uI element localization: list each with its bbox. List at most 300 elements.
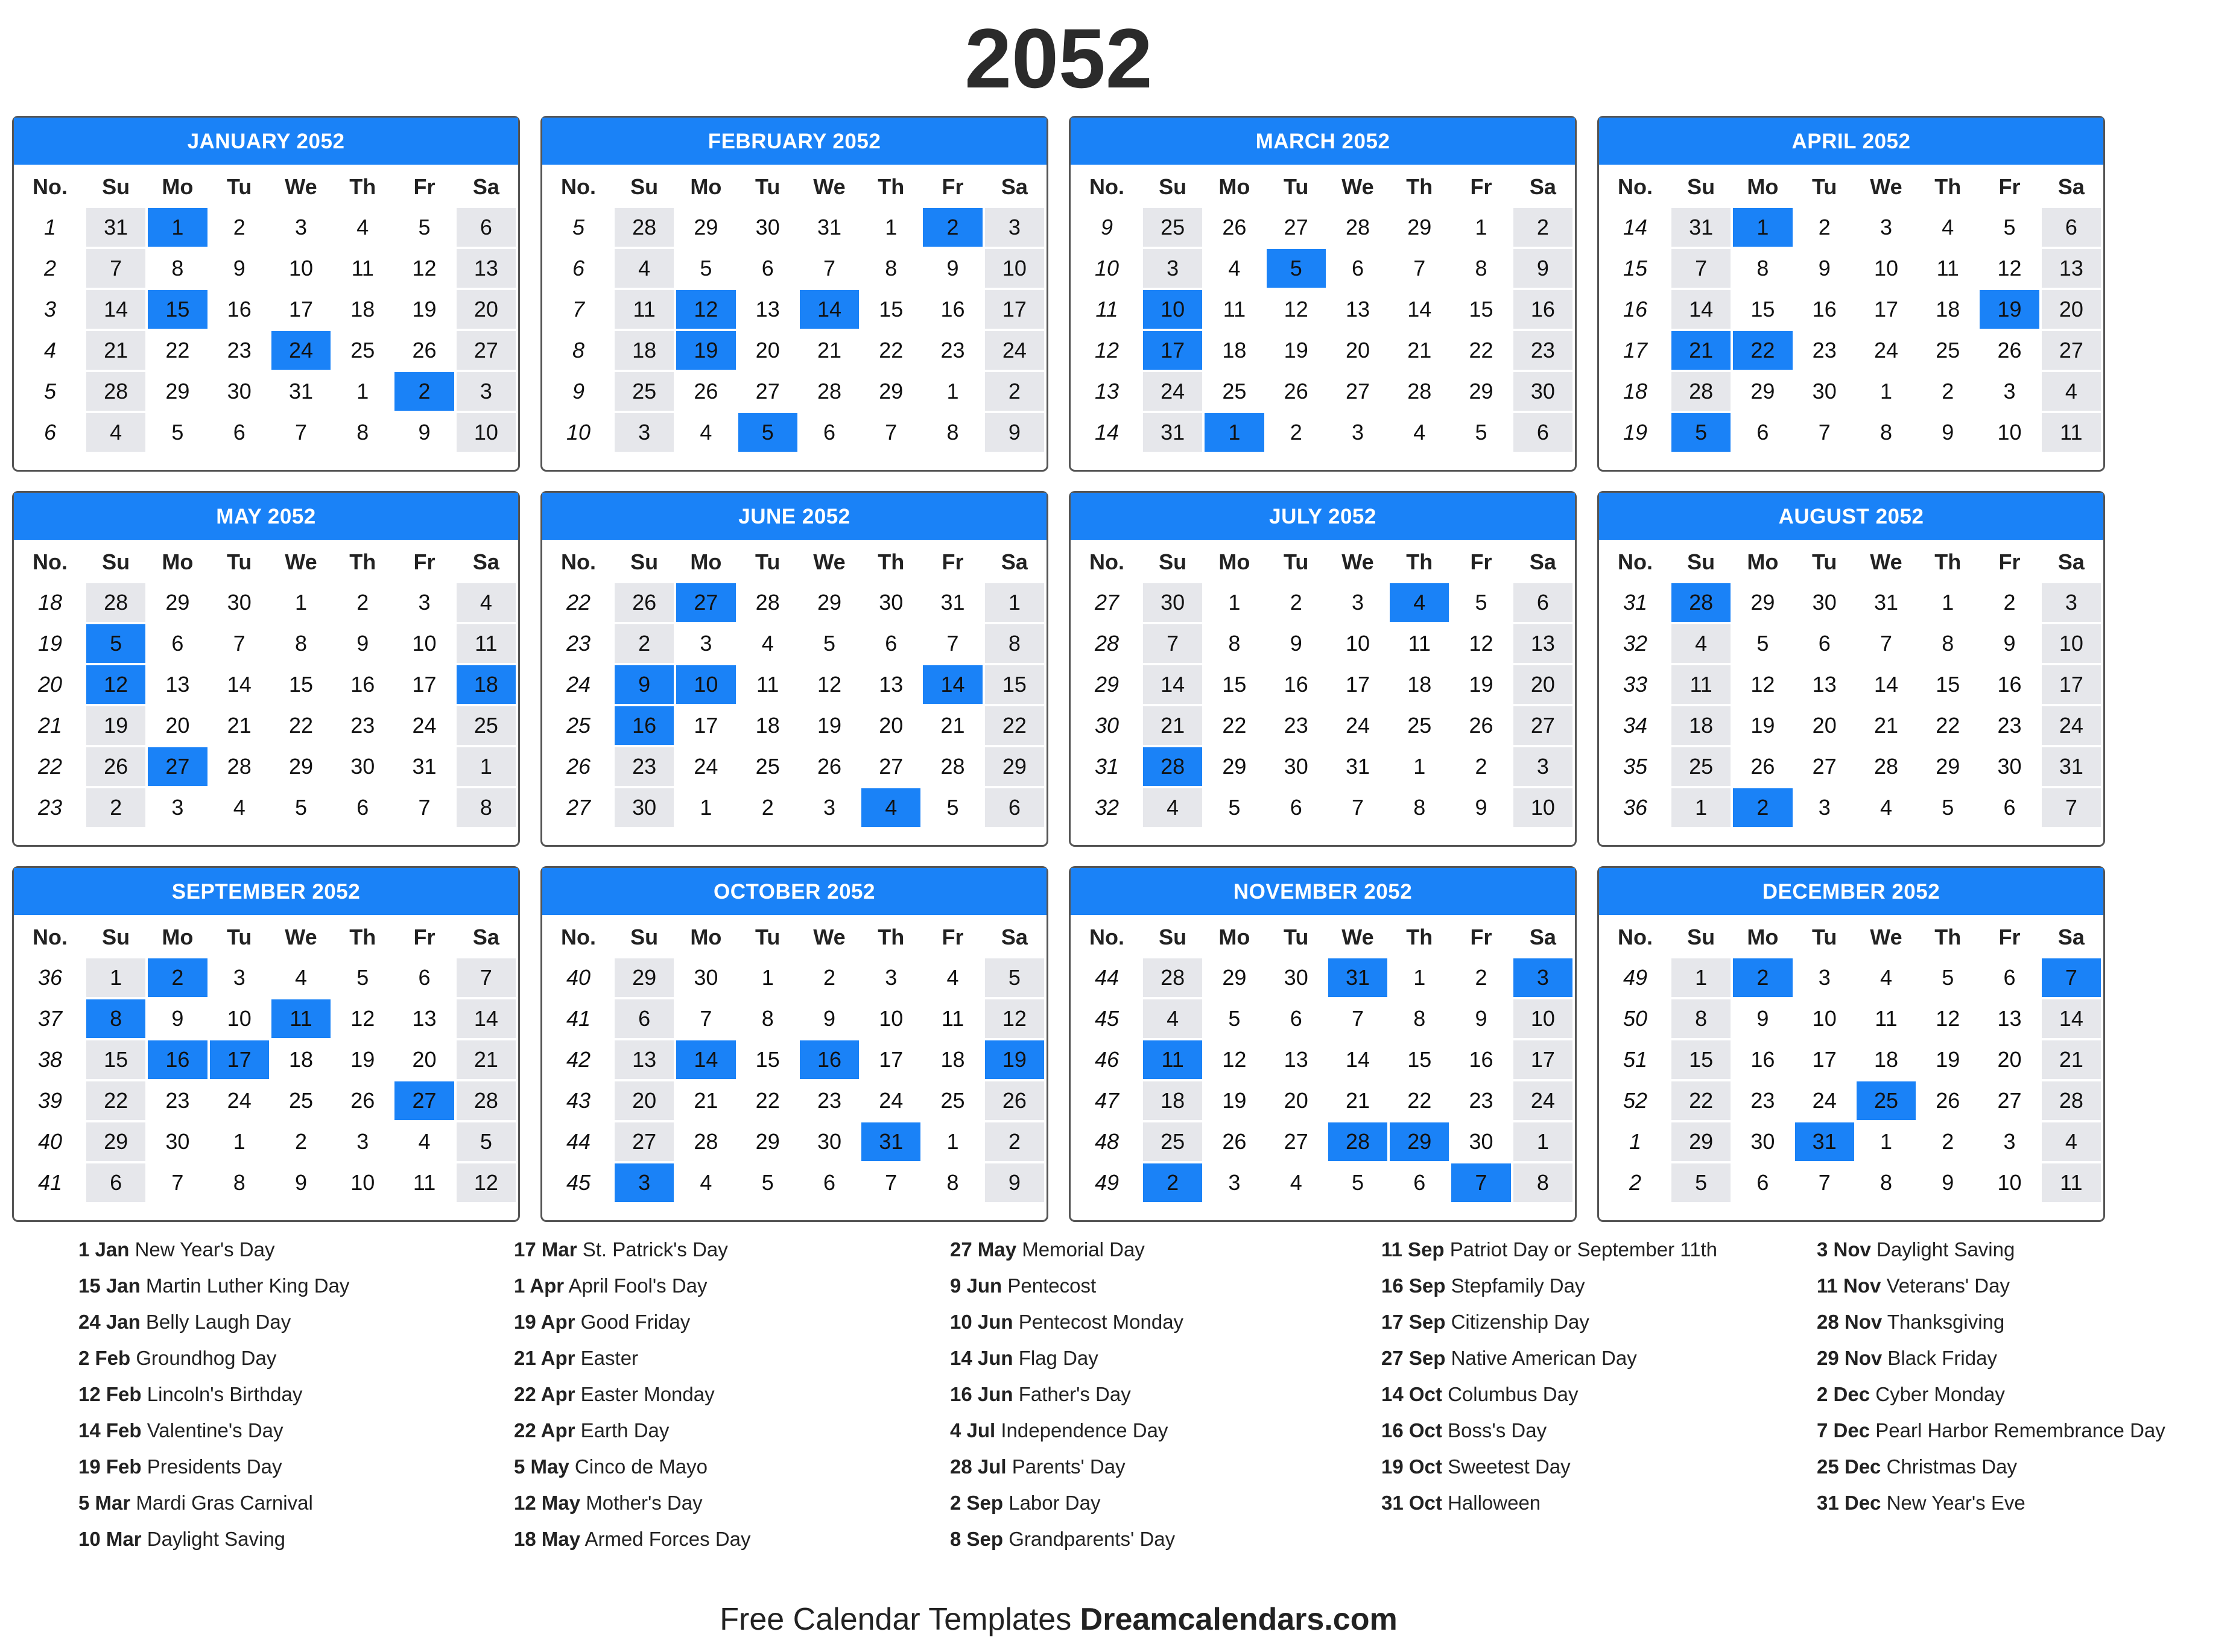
day-cell[interactable]: 7	[86, 249, 145, 288]
adjacent-day-cell[interactable]: 1	[1880, 1129, 1892, 1154]
day-cell[interactable]: 4	[1942, 215, 1954, 239]
adjacent-day-cell[interactable]: 8	[946, 1170, 959, 1195]
day-cell[interactable]: 29	[879, 379, 904, 404]
day-cell[interactable]: 8	[1228, 631, 1241, 656]
day-cell[interactable]: 18	[755, 713, 780, 738]
adjacent-day-cell[interactable]: 4	[700, 420, 712, 445]
day-cell[interactable]: 30	[615, 788, 674, 827]
day-cell[interactable]: 2	[1513, 208, 1572, 247]
adjacent-day-cell[interactable]: 28	[615, 208, 674, 247]
day-cell[interactable]: 23	[1997, 713, 2022, 738]
day-cell[interactable]: 23	[350, 713, 375, 738]
adjacent-day-cell[interactable]: 5	[1671, 1163, 1731, 1202]
day-cell[interactable]: 30	[1997, 754, 2022, 779]
adjacent-day-cell[interactable]: 10	[457, 413, 516, 452]
day-cell[interactable]: 17	[879, 1047, 904, 1072]
day-cell[interactable]: 30	[1284, 754, 1308, 779]
day-cell[interactable]: 30	[1469, 1129, 1493, 1154]
day-cell[interactable]: 13	[1513, 624, 1572, 663]
adjacent-day-cell[interactable]: 4	[1143, 788, 1202, 827]
adjacent-day-cell[interactable]: 6	[823, 420, 835, 445]
day-cell[interactable]: 22	[879, 338, 904, 362]
day-cell[interactable]: 7	[1671, 249, 1731, 288]
holiday-day-cell[interactable]: 2	[1143, 1163, 1202, 1202]
day-cell[interactable]: 27	[755, 379, 780, 404]
adjacent-day-cell[interactable]: 8	[233, 1170, 245, 1195]
adjacent-day-cell[interactable]: 9	[1942, 1170, 1954, 1195]
day-cell[interactable]: 10	[1345, 631, 1370, 656]
day-cell[interactable]: 1	[294, 590, 307, 615]
day-cell[interactable]: 27	[1997, 1088, 2022, 1113]
day-cell[interactable]: 10	[1513, 999, 1572, 1038]
day-cell[interactable]: 22	[985, 706, 1044, 745]
day-cell[interactable]: 9	[1513, 249, 1572, 288]
day-cell[interactable]: 16	[1469, 1047, 1493, 1072]
day-cell[interactable]: 12	[412, 256, 437, 280]
day-cell[interactable]: 24	[412, 713, 437, 738]
adjacent-day-cell[interactable]: 3	[1818, 795, 1831, 820]
adjacent-day-cell[interactable]: 6	[1513, 413, 1572, 452]
adjacent-day-cell[interactable]: 30	[879, 590, 904, 615]
day-cell[interactable]: 4	[294, 965, 307, 990]
day-cell[interactable]: 19	[412, 297, 437, 321]
holiday-day-cell[interactable]: 10	[676, 665, 735, 704]
day-cell[interactable]: 16	[940, 297, 965, 321]
adjacent-day-cell[interactable]: 31	[817, 215, 841, 239]
day-cell[interactable]: 6	[2042, 208, 2101, 247]
day-cell[interactable]: 25	[457, 706, 516, 745]
day-cell[interactable]: 5	[1942, 965, 1954, 990]
day-cell[interactable]: 19	[1469, 672, 1493, 697]
day-cell[interactable]: 12	[1997, 256, 2022, 280]
holiday-day-cell[interactable]: 31	[1328, 958, 1387, 997]
day-cell[interactable]: 19	[1222, 1088, 1247, 1113]
day-cell[interactable]: 3	[985, 208, 1044, 247]
day-cell[interactable]: 29	[1469, 379, 1493, 404]
holiday-day-cell[interactable]: 25	[1857, 1081, 1916, 1120]
day-cell[interactable]: 6	[171, 631, 184, 656]
day-cell[interactable]: 9	[1290, 631, 1302, 656]
day-cell[interactable]: 12	[350, 1006, 375, 1031]
adjacent-day-cell[interactable]: 7	[171, 1170, 184, 1195]
day-cell[interactable]: 21	[227, 713, 252, 738]
adjacent-day-cell[interactable]: 5	[1942, 795, 1954, 820]
day-cell[interactable]: 6	[1818, 631, 1831, 656]
day-cell[interactable]: 1	[1413, 965, 1426, 990]
day-cell[interactable]: 18	[1936, 297, 1960, 321]
holiday-day-cell[interactable]: 2	[1733, 958, 1792, 997]
day-cell[interactable]: 21	[940, 713, 965, 738]
day-cell[interactable]: 31	[412, 754, 437, 779]
day-cell[interactable]: 28	[1671, 372, 1731, 411]
adjacent-day-cell[interactable]: 5	[171, 420, 184, 445]
adjacent-day-cell[interactable]: 5	[1351, 1170, 1364, 1195]
adjacent-day-cell[interactable]: 30	[227, 590, 252, 615]
adjacent-day-cell[interactable]: 6	[233, 420, 245, 445]
day-cell[interactable]: 12	[1222, 1047, 1247, 1072]
day-cell[interactable]: 26	[694, 379, 718, 404]
day-cell[interactable]: 27	[1345, 379, 1370, 404]
day-cell[interactable]: 6	[885, 631, 898, 656]
day-cell[interactable]: 17	[694, 713, 718, 738]
adjacent-day-cell[interactable]: 4	[1413, 420, 1426, 445]
holiday-day-cell[interactable]: 5	[1267, 249, 1326, 288]
day-cell[interactable]: 8	[171, 256, 184, 280]
day-cell[interactable]: 31	[2042, 747, 2101, 786]
day-cell[interactable]: 10	[288, 256, 313, 280]
day-cell[interactable]: 1	[761, 965, 774, 990]
day-cell[interactable]: 23	[817, 1088, 841, 1113]
day-cell[interactable]: 6	[1351, 256, 1364, 280]
day-cell[interactable]: 4	[457, 583, 516, 622]
adjacent-day-cell[interactable]: 3	[171, 795, 184, 820]
day-cell[interactable]: 5	[418, 215, 431, 239]
day-cell[interactable]: 8	[1756, 256, 1769, 280]
day-cell[interactable]: 21	[1407, 338, 1432, 362]
day-cell[interactable]: 25	[1407, 713, 1432, 738]
day-cell[interactable]: 7	[823, 256, 835, 280]
adjacent-day-cell[interactable]: 9	[418, 420, 431, 445]
day-cell[interactable]: 3	[700, 631, 712, 656]
day-cell[interactable]: 4	[615, 249, 674, 288]
adjacent-day-cell[interactable]: 5	[457, 1122, 516, 1161]
day-cell[interactable]: 21	[694, 1088, 718, 1113]
day-cell[interactable]: 29	[1222, 754, 1247, 779]
day-cell[interactable]: 26	[1284, 379, 1308, 404]
adjacent-day-cell[interactable]: 28	[86, 583, 145, 622]
day-cell[interactable]: 8	[1942, 631, 1954, 656]
footer-site-link[interactable]: Dreamcalendars.com	[1080, 1602, 1398, 1637]
day-cell[interactable]: 22	[1222, 713, 1247, 738]
day-cell[interactable]: 13	[755, 297, 780, 321]
holiday-day-cell[interactable]: 11	[271, 999, 331, 1038]
adjacent-day-cell[interactable]: 31	[86, 208, 145, 247]
day-cell[interactable]: 4	[1671, 624, 1731, 663]
day-cell[interactable]: 23	[1750, 1088, 1775, 1113]
adjacent-day-cell[interactable]: 8	[1413, 795, 1426, 820]
day-cell[interactable]: 10	[227, 1006, 252, 1031]
day-cell[interactable]: 31	[1345, 754, 1370, 779]
day-cell[interactable]: 10	[2042, 624, 2101, 663]
day-cell[interactable]: 28	[817, 379, 841, 404]
day-cell[interactable]: 2	[1475, 965, 1487, 990]
holiday-day-cell[interactable]: 15	[148, 290, 207, 329]
adjacent-day-cell[interactable]: 7	[294, 420, 307, 445]
adjacent-day-cell[interactable]: 31	[940, 590, 965, 615]
day-cell[interactable]: 4	[1880, 965, 1892, 990]
holiday-day-cell[interactable]: 3	[1513, 958, 1572, 997]
adjacent-day-cell[interactable]: 6	[985, 788, 1044, 827]
holiday-day-cell[interactable]: 19	[676, 331, 735, 370]
day-cell[interactable]: 11	[615, 290, 674, 329]
day-cell[interactable]: 13	[2042, 249, 2101, 288]
day-cell[interactable]: 3	[2042, 583, 2101, 622]
day-cell[interactable]: 29	[288, 754, 313, 779]
day-cell[interactable]: 6	[457, 208, 516, 247]
day-cell[interactable]: 11	[756, 672, 779, 697]
day-cell[interactable]: 13	[412, 1006, 437, 1031]
day-cell[interactable]: 20	[165, 713, 190, 738]
day-cell[interactable]: 29	[1936, 754, 1960, 779]
day-cell[interactable]: 26	[817, 754, 841, 779]
day-cell[interactable]: 6	[761, 256, 774, 280]
day-cell[interactable]: 23	[940, 338, 965, 362]
day-cell[interactable]: 28	[940, 754, 965, 779]
adjacent-day-cell[interactable]: 7	[2042, 788, 2101, 827]
holiday-day-cell[interactable]: 31	[1795, 1122, 1854, 1161]
holiday-day-cell[interactable]: 16	[615, 706, 674, 745]
adjacent-day-cell[interactable]: 7	[1351, 795, 1364, 820]
adjacent-day-cell[interactable]: 3	[2003, 1129, 2016, 1154]
day-cell[interactable]: 19	[817, 713, 841, 738]
day-cell[interactable]: 1	[1228, 590, 1241, 615]
holiday-day-cell[interactable]: 27	[676, 583, 735, 622]
day-cell[interactable]: 26	[1936, 1088, 1960, 1113]
day-cell[interactable]: 30	[165, 1129, 190, 1154]
holiday-day-cell[interactable]: 2	[394, 372, 454, 411]
day-cell[interactable]: 4	[1143, 999, 1202, 1038]
day-cell[interactable]: 24	[879, 1088, 904, 1113]
adjacent-day-cell[interactable]: 3	[823, 795, 835, 820]
holiday-day-cell[interactable]: 7	[2042, 958, 2101, 997]
day-cell[interactable]: 25	[940, 1088, 965, 1113]
adjacent-day-cell[interactable]: 1	[1413, 754, 1426, 779]
holiday-day-cell[interactable]: 2	[923, 208, 982, 247]
day-cell[interactable]: 12	[1284, 297, 1308, 321]
day-cell[interactable]: 29	[165, 379, 190, 404]
adjacent-day-cell[interactable]: 6	[1413, 1170, 1426, 1195]
day-cell[interactable]: 28	[457, 1081, 516, 1120]
adjacent-day-cell[interactable]: 6	[86, 1163, 145, 1202]
adjacent-day-cell[interactable]: 2	[1475, 754, 1487, 779]
adjacent-day-cell[interactable]: 29	[615, 958, 674, 997]
day-cell[interactable]: 3	[1351, 590, 1364, 615]
day-cell[interactable]: 20	[755, 338, 780, 362]
day-cell[interactable]: 20	[879, 713, 904, 738]
adjacent-day-cell[interactable]: 29	[165, 590, 190, 615]
day-cell[interactable]: 15	[1222, 672, 1247, 697]
day-cell[interactable]: 24	[985, 331, 1044, 370]
holiday-day-cell[interactable]: 17	[210, 1040, 269, 1079]
day-cell[interactable]: 22	[1936, 713, 1960, 738]
adjacent-day-cell[interactable]: 1	[233, 1129, 245, 1154]
adjacent-day-cell[interactable]: 5	[1475, 420, 1487, 445]
adjacent-day-cell[interactable]: 10	[350, 1170, 375, 1195]
adjacent-day-cell[interactable]: 1	[457, 747, 516, 786]
day-cell[interactable]: 24	[694, 754, 718, 779]
day-cell[interactable]: 3	[1818, 965, 1831, 990]
day-cell[interactable]: 28	[2042, 1081, 2101, 1120]
day-cell[interactable]: 9	[1818, 256, 1831, 280]
adjacent-day-cell[interactable]: 12	[457, 1163, 516, 1202]
adjacent-day-cell[interactable]: 8	[1513, 1163, 1572, 1202]
day-cell[interactable]: 15	[1936, 672, 1960, 697]
day-cell[interactable]: 27	[1284, 1129, 1308, 1154]
day-cell[interactable]: 2	[615, 624, 674, 663]
adjacent-day-cell[interactable]: 10	[1997, 1170, 2022, 1195]
holiday-day-cell[interactable]: 4	[861, 788, 920, 827]
adjacent-day-cell[interactable]: 1	[946, 379, 959, 404]
day-cell[interactable]: 29	[1750, 379, 1775, 404]
day-cell[interactable]: 26	[350, 1088, 375, 1113]
adjacent-day-cell[interactable]: 3	[1228, 1170, 1241, 1195]
day-cell[interactable]: 9	[1475, 1006, 1487, 1031]
day-cell[interactable]: 14	[2042, 999, 2101, 1038]
adjacent-day-cell[interactable]: 4	[1880, 795, 1892, 820]
day-cell[interactable]: 12	[1469, 631, 1493, 656]
day-cell[interactable]: 12	[817, 672, 841, 697]
day-cell[interactable]: 3	[1880, 215, 1892, 239]
adjacent-day-cell[interactable]: 3	[1513, 747, 1572, 786]
day-cell[interactable]: 15	[288, 672, 313, 697]
day-cell[interactable]: 20	[1284, 1088, 1308, 1113]
adjacent-day-cell[interactable]: 27	[1284, 215, 1308, 239]
day-cell[interactable]: 10	[985, 249, 1044, 288]
day-cell[interactable]: 21	[817, 338, 841, 362]
day-cell[interactable]: 16	[1997, 672, 2022, 697]
day-cell[interactable]: 14	[1407, 297, 1432, 321]
day-cell[interactable]: 16	[1750, 1047, 1775, 1072]
adjacent-day-cell[interactable]: 29	[1222, 965, 1247, 990]
adjacent-day-cell[interactable]: 4	[233, 795, 245, 820]
adjacent-day-cell[interactable]: 6	[1756, 1170, 1769, 1195]
adjacent-day-cell[interactable]: 5	[294, 795, 307, 820]
day-cell[interactable]: 15	[879, 297, 904, 321]
day-cell[interactable]: 26	[1222, 1129, 1247, 1154]
day-cell[interactable]: 16	[1812, 297, 1837, 321]
day-cell[interactable]: 5	[356, 965, 369, 990]
day-cell[interactable]: 14	[1873, 672, 1898, 697]
day-cell[interactable]: 18	[350, 297, 375, 321]
adjacent-day-cell[interactable]: 3	[615, 413, 674, 452]
day-cell[interactable]: 15	[1407, 1047, 1432, 1072]
day-cell[interactable]: 14	[1345, 1047, 1370, 1072]
day-cell[interactable]: 26	[1997, 338, 2022, 362]
adjacent-day-cell[interactable]: 5	[761, 1170, 774, 1195]
adjacent-day-cell[interactable]: 28	[1143, 958, 1202, 997]
day-cell[interactable]: 18	[288, 1047, 313, 1072]
holiday-day-cell[interactable]: 19	[985, 1040, 1044, 1079]
holiday-day-cell[interactable]: 5	[1671, 413, 1731, 452]
adjacent-day-cell[interactable]: 3	[457, 372, 516, 411]
adjacent-day-cell[interactable]: 5	[1228, 795, 1241, 820]
day-cell[interactable]: 11	[1936, 256, 1959, 280]
adjacent-day-cell[interactable]: 26	[1222, 215, 1247, 239]
day-cell[interactable]: 26	[1469, 713, 1493, 738]
adjacent-day-cell[interactable]: 28	[755, 590, 780, 615]
day-cell[interactable]: 9	[1756, 1006, 1769, 1031]
day-cell[interactable]: 24	[1812, 1088, 1837, 1113]
holiday-day-cell[interactable]: 31	[861, 1122, 920, 1161]
day-cell[interactable]: 17	[1812, 1047, 1837, 1072]
day-cell[interactable]: 23	[615, 747, 674, 786]
day-cell[interactable]: 5	[2003, 215, 2016, 239]
adjacent-day-cell[interactable]: 7	[418, 795, 431, 820]
day-cell[interactable]: 24	[2042, 706, 2101, 745]
day-cell[interactable]: 14	[86, 290, 145, 329]
day-cell[interactable]: 22	[1671, 1081, 1731, 1120]
day-cell[interactable]: 6	[418, 965, 431, 990]
day-cell[interactable]: 1	[985, 583, 1044, 622]
holiday-day-cell[interactable]: 1	[1733, 208, 1792, 247]
day-cell[interactable]: 13	[1997, 1006, 2022, 1031]
day-cell[interactable]: 5	[1475, 590, 1487, 615]
adjacent-day-cell[interactable]: 2	[985, 372, 1044, 411]
day-cell[interactable]: 11	[457, 624, 516, 663]
day-cell[interactable]: 20	[1345, 338, 1370, 362]
day-cell[interactable]: 5	[985, 958, 1044, 997]
day-cell[interactable]: 4	[946, 965, 959, 990]
day-cell[interactable]: 13	[615, 1040, 674, 1079]
holiday-day-cell[interactable]: 27	[148, 747, 207, 786]
day-cell[interactable]: 21	[2042, 1040, 2101, 1079]
day-cell[interactable]: 18	[1873, 1047, 1898, 1072]
day-cell[interactable]: 24	[1345, 713, 1370, 738]
day-cell[interactable]: 11	[1875, 1006, 1898, 1031]
day-cell[interactable]: 5	[1228, 1006, 1241, 1031]
day-cell[interactable]: 30	[227, 379, 252, 404]
day-cell[interactable]: 9	[356, 631, 369, 656]
day-cell[interactable]: 25	[1222, 379, 1247, 404]
day-cell[interactable]: 15	[755, 1047, 780, 1072]
day-cell[interactable]: 5	[1756, 631, 1769, 656]
day-cell[interactable]: 31	[288, 379, 313, 404]
day-cell[interactable]: 22	[165, 338, 190, 362]
adjacent-day-cell[interactable]: 8	[356, 420, 369, 445]
day-cell[interactable]: 28	[86, 372, 145, 411]
day-cell[interactable]: 13	[1284, 1047, 1308, 1072]
day-cell[interactable]: 14	[227, 672, 252, 697]
day-cell[interactable]: 13	[1812, 672, 1837, 697]
day-cell[interactable]: 27	[879, 754, 904, 779]
adjacent-day-cell[interactable]: 9	[1942, 420, 1954, 445]
adjacent-day-cell[interactable]: 10	[1997, 420, 2022, 445]
adjacent-day-cell[interactable]: 3	[1351, 420, 1364, 445]
holiday-day-cell[interactable]: 29	[1390, 1122, 1449, 1161]
day-cell[interactable]: 25	[288, 1088, 313, 1113]
day-cell[interactable]: 21	[1873, 713, 1898, 738]
adjacent-day-cell[interactable]: 26	[615, 583, 674, 622]
day-cell[interactable]: 1	[86, 958, 145, 997]
day-cell[interactable]: 27	[1513, 706, 1572, 745]
day-cell[interactable]: 8	[985, 624, 1044, 663]
adjacent-day-cell[interactable]: 5	[946, 795, 959, 820]
day-cell[interactable]: 21	[457, 1040, 516, 1079]
day-cell[interactable]: 18	[1143, 1081, 1202, 1120]
adjacent-day-cell[interactable]: 1	[946, 1129, 959, 1154]
adjacent-day-cell[interactable]: 8	[1880, 420, 1892, 445]
day-cell[interactable]: 24	[1513, 1081, 1572, 1120]
day-cell[interactable]: 4	[356, 215, 369, 239]
day-cell[interactable]: 25	[350, 338, 375, 362]
holiday-day-cell[interactable]: 27	[394, 1081, 454, 1120]
day-cell[interactable]: 20	[412, 1047, 437, 1072]
adjacent-day-cell[interactable]: 28	[1345, 215, 1370, 239]
day-cell[interactable]: 19	[86, 706, 145, 745]
day-cell[interactable]: 18	[1222, 338, 1247, 362]
holiday-day-cell[interactable]: 3	[615, 1163, 674, 1202]
day-cell[interactable]: 8	[1671, 999, 1731, 1038]
day-cell[interactable]: 18	[615, 331, 674, 370]
adjacent-day-cell[interactable]: 31	[1671, 208, 1731, 247]
day-cell[interactable]: 22	[288, 713, 313, 738]
day-cell[interactable]: 5	[700, 256, 712, 280]
adjacent-day-cell[interactable]: 7	[1818, 1170, 1831, 1195]
adjacent-day-cell[interactable]: 6	[356, 795, 369, 820]
day-cell[interactable]: 17	[1873, 297, 1898, 321]
day-cell[interactable]: 4	[761, 631, 774, 656]
adjacent-day-cell[interactable]: 2	[86, 788, 145, 827]
